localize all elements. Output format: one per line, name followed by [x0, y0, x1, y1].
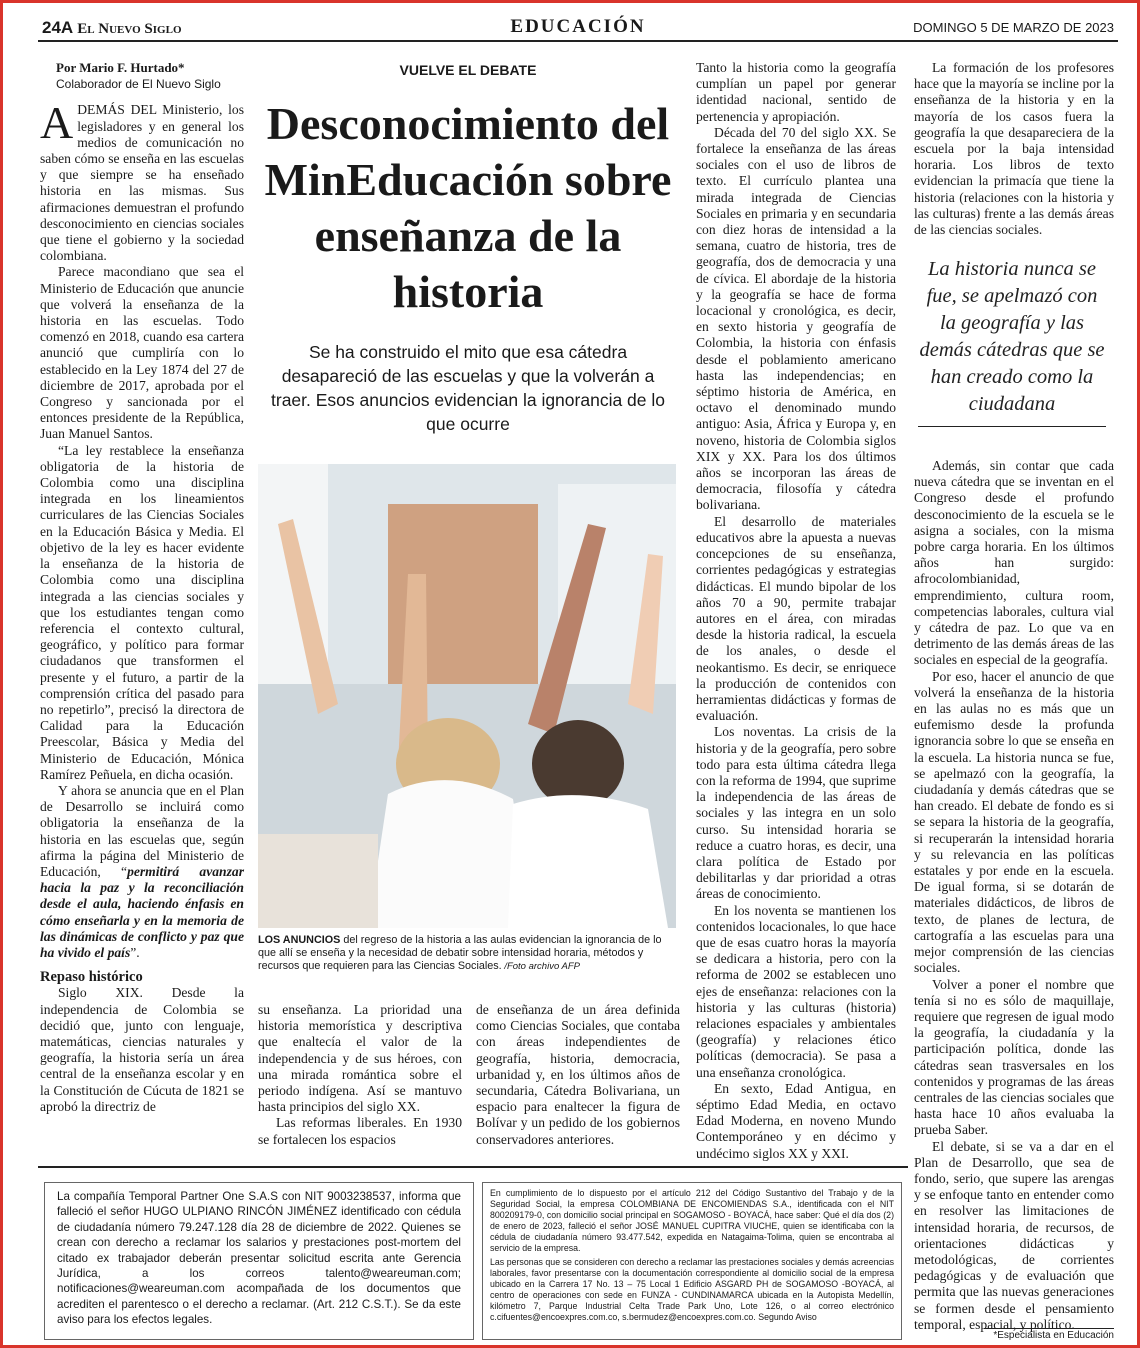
pull-quote: La historia nunca se fue, se apelmazó con la geografía y las demás cátedras que se han creado como la ciudadana: [919, 258, 1105, 415]
kicker: VUELVE EL DEBATE: [399, 62, 537, 78]
paragraph: Las reformas liberales. En 1930 se fortalecen los espacios: [258, 1115, 462, 1147]
section-title: EDUCACIÓN: [510, 16, 646, 37]
paragraph: Volver a poner el nombre que tenía si no es sólo de maquillaje, requiere que regresen de igual modo la geografía, la ciudadanía y la participación política, donde las cátedras sean trasversales en los contenidos y programas de las áreas centrales de las ciencias sociales que hasta hace 10 años evaluaba la prueba Saber.: [914, 976, 1114, 1138]
author-footnote: *Especialista en Educación: [984, 1328, 1114, 1341]
paragraph: Los noventas. La crisis de la historia y de la geografía, pero sobre todo para esta última cátedra llega con la reforma de 1994, que suprime la independencia de las áreas de sociales y las integra en un solo curso. Su intensidad horaria se reduce a cuatro horas, es decir, una clara política de Estado por debilitarlas y dar prioridad a otras áreas de conocimiento.: [696, 724, 896, 902]
paragraph: En sexto, Edad Antigua, en séptimo Edad Media, en octavo Edad Moderna, en noveno Mundo Contemporáneo y en décimo y undécimo siglos XX y XXI.: [696, 1080, 896, 1161]
page-number: 24A: [42, 18, 74, 37]
photo-credit: /Foto archivo AFP: [501, 961, 580, 972]
paragraph: El debate, si se va a dar en el Plan de Desarrollo, que sea de fondo, serio, que supere las arengas y se enfoque tanto en entender como en resolver las limitaciones de intensidad horaria, de recursos, de orientaciones didácticas y metodológicas, de corrientes pedagógicas y de evaluación que permita que las nuevas generaciones se formen desde el pensamiento temporal, espacial, y político.: [914, 1138, 1114, 1332]
column-1: [40, 60, 244, 1115]
issue-date: DOMINGO 5 DE MARZO DE 2023: [913, 20, 1114, 35]
paragraph: Década del 70 del siglo XX. Se fortalece la enseñanza de las áreas sociales con el uso de libros de texto. El currículo plantea una mirada integrada de Ciencias Sociales en primaria y en secundaria con diez horas de intensidad a la semana, cuatro de historia, tres de geografía, dos de democracia y una de cívica. El abordaje de la historia y la geografía se hace de forma locacional y cronológica, es decir, en sexto historia y geografía de Colombia, la historia con énfasis desde el poblamiento americano hasta las independencias; en séptimo historia de América, en octavo el denominado mundo antiguo: Asia, África y Europa y, en noveno, historia de Colombia siglos XIX y XX. Para los dos últimos años se incorporan las áreas de democracia, filosofía y cátedra bolivariana.: [696, 124, 896, 513]
subhead: Repaso histórico: [40, 969, 143, 986]
classroom-illustration: [258, 464, 676, 928]
notice-paragraph: En cumplimiento de lo dispuesto por el artículo 212 del Código Sustantivo del Trabajo y de la Seguridad Social, la empresa COLOMBIANA DE ENCOMIENDAS S.A., identificada con el NIT 800209179-0, con domicilio social principal en SOGAMOSO - BOYACÁ, hace saber: Qué el día dos (2) de enero de 2023, falleció el señor JOSÉ MANUEL CUPITRA VIUCHE, quien se identificaba con la cédula de ciudadanía número 93.477.542, expedida en Natagaima-Tolima, quien se encontraba al servicio de la empresa.: [490, 1188, 894, 1253]
column-5-top: [914, 60, 1114, 238]
column-5-bottom: [914, 458, 1114, 1333]
paper-name: El Nuevo Siglo: [77, 21, 182, 37]
column-2-bottom: [258, 1002, 462, 1148]
dek: Se ha construido el mito que esa cátedra desapareció de las escuelas y que la volverán a traer. Esos anuncios evidencian la ignorancia de lo que ocurre: [271, 342, 665, 434]
paragraph: de enseñanza de un área definida como Ciencias Sociales, que contaba con áreas independientes de geografía, historia, democracia, urbanidad y, en los últimos años de secundaria, Cátedra Bolivariana, un espacio para enaltecer la figura de Bolívar y un pedido de los gobiernos conservadores anteriores.: [476, 1002, 680, 1147]
page-header: [38, 16, 1118, 42]
drop-cap: A: [40, 97, 74, 149]
notice-paragraph: Las personas que se consideren con derecho a reclamar las prestaciones sociales y demás acreencias laborales, favor presentarse con la documentación correspondiente al domicilio social de la empresa ubicado en la Carrera 17 No. 13 – 75 Local 1 Edificio ASGARD PH de SOGAMOSO -BOYACÁ, al centro de operaciones con sede en FUNZA - CUNDINAMARCA ubicada en la Autopista Medellín, kilómetro 7, Parque Industrial Celta Trade Park Uno, Lote 126, o al correo electrónico c.cifuentes@encoexpres.com.co, s.bermudez@encoexpres.com.co. Segundo Aviso: [490, 1257, 894, 1322]
pull-quote-rule: [918, 426, 1106, 427]
quote-italic: permitirá avanzar hacia la paz y la reconciliación desde el aula, haciendo énfasis en cómo enseñarla y en la memoria de las dinámicas de conflicto y paz que ha vivido el país: [40, 863, 244, 960]
legal-notices: [38, 1166, 908, 1326]
paragraph: Tanto la historia como la geografía cumplían un papel por generar identidad nacional, sentido de pertenencia y apropiación.: [696, 60, 896, 124]
paragraph: El desarrollo de materiales educativos abre la apuesta a nuevas concepciones de su enseñanza, corrientes pedagógicas y estrategias didácticas. El mundo bipolar de los años 70 a 90, permite trabajar autores en el área, con miradas desde la historia radical, la escuela de los anales, o desde el neokantismo. Es decir, se enriquece la producción de contenidos con herramientas didácticas y formas de evaluación.: [696, 513, 896, 724]
author-byline: Por Mario F. Hurtado*: [56, 60, 185, 75]
author-role: Colaborador de El Nuevo Siglo: [56, 77, 221, 92]
paragraph: Siglo XIX. Desde la independencia de Colombia se decidió que, junto con lenguaje, matemáticas, ciencias naturales y geografía, la historia sería un área central de la enseñanza escolar y en la Constitución de Cúcuta de 1821 se aprobó la directriz de: [40, 985, 244, 1114]
headline: Desconocimiento del MinEducación sobre enseñanza de la historia: [264, 98, 672, 317]
paragraph: La formación de los profesores hace que la mayoría se incline por la enseñanza de la historia y en la mayoría de los casos fuera la geografía la que desapareciera de la escuela por la baja intensidad horaria. Los libros de texto evidencian la primacía que tiene la historia (relaciones con la historia y las culturas) frente a las demás áreas de las ciencias sociales.: [914, 60, 1114, 238]
paragraph: su enseñanza. La prioridad una historia memorística y descriptiva que enaltecía el valor de la independencia y de sus héroes, con una mirada romántica sobre el periodo indígena. Así se mantuvo hasta principios del siglo XX.: [258, 1002, 462, 1115]
paragraph: Por eso, hacer el anuncio de que volverá la enseñanza de la historia en las aulas no es más que un eufemismo desde la profunda ignorancia sobre lo que se enseña en la escuela. La historia nunca se fue, se apelmazó con la geografía, la ciudadanía y demás cátedras que se han creado. El debate de fondo es si se separa la historia de la geografía, si recuperarán la intensidad horaria y su relevancia en las políticas estatales y por ende en la escuela. De igual forma, si se dotarán de materiales didácticos, de libros de texto, de planes de lectura, de cartografía a las escuelas para una mejor comprensión de las ciencias sociales.: [914, 668, 1114, 976]
lead-paragraph: ADEMÁS DEL Ministerio, los legisladores y en general los medios de comunicación no saben cómo se enseña en las escuelas y que siempre se ha enseñado historia en las mismas. Sus afirmaciones demuestran el profundo desconocimiento en ciencias sociales que tiene el gobierno y la sociedad colombiana.: [40, 97, 244, 264]
paragraph: Parece macondiano que sea el Ministerio de Educación que anuncie que volverá la enseñanza de la historia en las escuelas. Todo comenzó en 2018, cuando esa cartera anunció que cumpliría con lo establecido en la Ley 1874 del 27 de diciembre de 2017, aprobada por el Congreso y sancionada por el entonces presidente de la República, Juan Manuel Santos.: [40, 264, 244, 442]
paragraph: “La ley restablece la enseñanza obligatoria de la historia de Colombia como una disciplina integrada en los lineamientos curriculares de las Ciencias Sociales en la Educación Básica y Media. El objetivo de la ley es hacer evidente la enseñanza de la historia de Colombia como una disciplina integrada a las ciencias sociales y que los estudiantes tengan como referencia el contexto cultural, geográfico, y político para formar ciudadanos que transformen el presente y el futuro, a partir de la comprensión crítica del pasado para no repetirlo”, precisó la directora de Calidad para la Educación Preescolar, Básica y Media del Ministerio de Educación, Mónica Ramírez Peñuela, en dicha ocasión.: [40, 442, 244, 782]
classroom-photo: [258, 464, 676, 928]
legal-notice-2: [482, 1182, 902, 1340]
column-3-bottom: [476, 1002, 680, 1148]
column-4: [696, 60, 896, 1162]
paragraph: Y ahora se anuncia que en el Plan de Desarrollo se incluirá como obligatoria la enseñanza de la historia en las escuelas que, según afirma la página del Ministerio de Educación, “permitirá avanzar hacia la paz y la reconciliación desde el aula, haciendo énfasis en cómo enseñarla y en la memoria de las dinámicas de conflicto y paz que ha vivido el país”.: [40, 782, 244, 960]
paragraph: Además, sin contar que cada nueva cátedra que se inventan en el Congreso desde el profundo desconocimiento de la escuela se le asigna a sociales, con la misma pobre carga horaria. En los últimos años han surgido: afrocolombianidad, emprendimiento, cultura room, competencias laborales, cultura vial y cátedra de paz. Lo que va en detrimento de las demás áreas de las sociales en especial de la geografía.: [914, 458, 1114, 668]
legal-notice-1: La compañía Temporal Partner One S.A.S con NIT 9003238537, informa que falleció el señor HUGO ULPIANO RINCÓN JIMÉNEZ identificado con cédula de ciudadanía número 79.247.128 día 28 de diciembre de 2022. Quienes se crean con derecho a reclamar los salarios y prestaciones post-mortem del citado ex trabajador deberán presentar solicitud escrita ante Gerencia Jurídica, a los correos talento@weareuman.com; notificaciones@weareuman.com acompañada de los documentos que acrediten el parentesco o el derecho a reclamar. (Art. 212 C.S.T.). Se da este aviso para los efectos legales.: [44, 1182, 474, 1340]
photo-caption: LOS ANUNCIOS del regreso de la historia a las aulas evidencian la ignorancia de lo que allí se enseña y la necesidad de debatir sobre intensidad horaria, métodos y recursos que requieren para las Ciencias Sociales. /Foto archivo AFP: [258, 934, 662, 972]
paragraph: En los noventa se mantienen los contenidos locacionales, lo que hace que de esas cuatro horas la mayoría se dedicara a historia, pero con la reforma de 2002 se establecen uno ejes de enseñanza: relaciones con la historia y las culturas (historia) relaciones espaciales y ambientales (geografía) y relaciones ético políticas (democracia). Se pasa a una enseñanza cronológica.: [696, 902, 896, 1080]
